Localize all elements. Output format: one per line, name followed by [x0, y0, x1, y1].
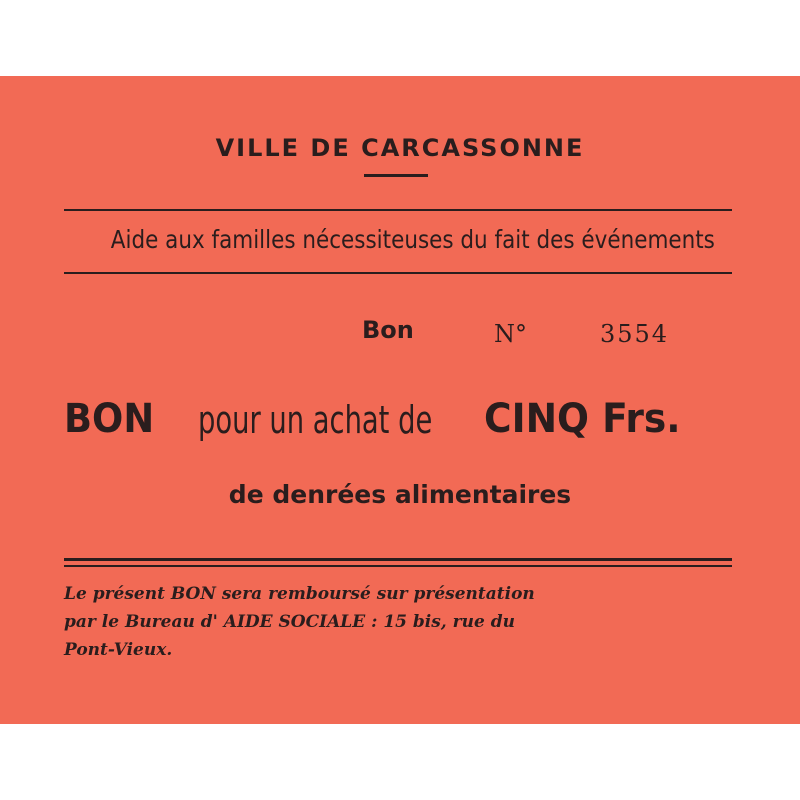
issuer-underline — [364, 174, 428, 177]
serial-number: 3554 — [600, 320, 670, 348]
top-rule-upper — [64, 209, 732, 211]
double-rule-lower — [64, 565, 732, 567]
serial-row — [0, 316, 800, 356]
serial-label: Bon — [362, 316, 414, 344]
notice-line: par le Bureau d' AIDE SOCIALE : 15 bis, rue du — [64, 612, 515, 632]
reimbursement-notice — [64, 580, 736, 664]
subline-food-goods: de denrées alimentaires — [228, 480, 572, 509]
double-rule-upper — [64, 558, 732, 561]
issuer-title: VILLE DE CARCASSONNE — [215, 134, 585, 162]
headline-bon: BON — [64, 396, 155, 442]
serial-number-sign: N° — [494, 320, 527, 348]
notice-line: Le présent BON sera remboursé sur présentation — [64, 584, 535, 604]
purpose-line: Aide aux familles nécessiteuses du fait des événements — [110, 225, 715, 254]
notice-line: Pont-Vieux. — [64, 640, 173, 660]
headline — [64, 396, 681, 456]
headline-purchase-text: pour un achat de — [198, 398, 433, 442]
top-rule-lower — [64, 272, 732, 274]
voucher — [0, 76, 800, 724]
headline-amount: CINQ Frs. — [484, 396, 681, 442]
